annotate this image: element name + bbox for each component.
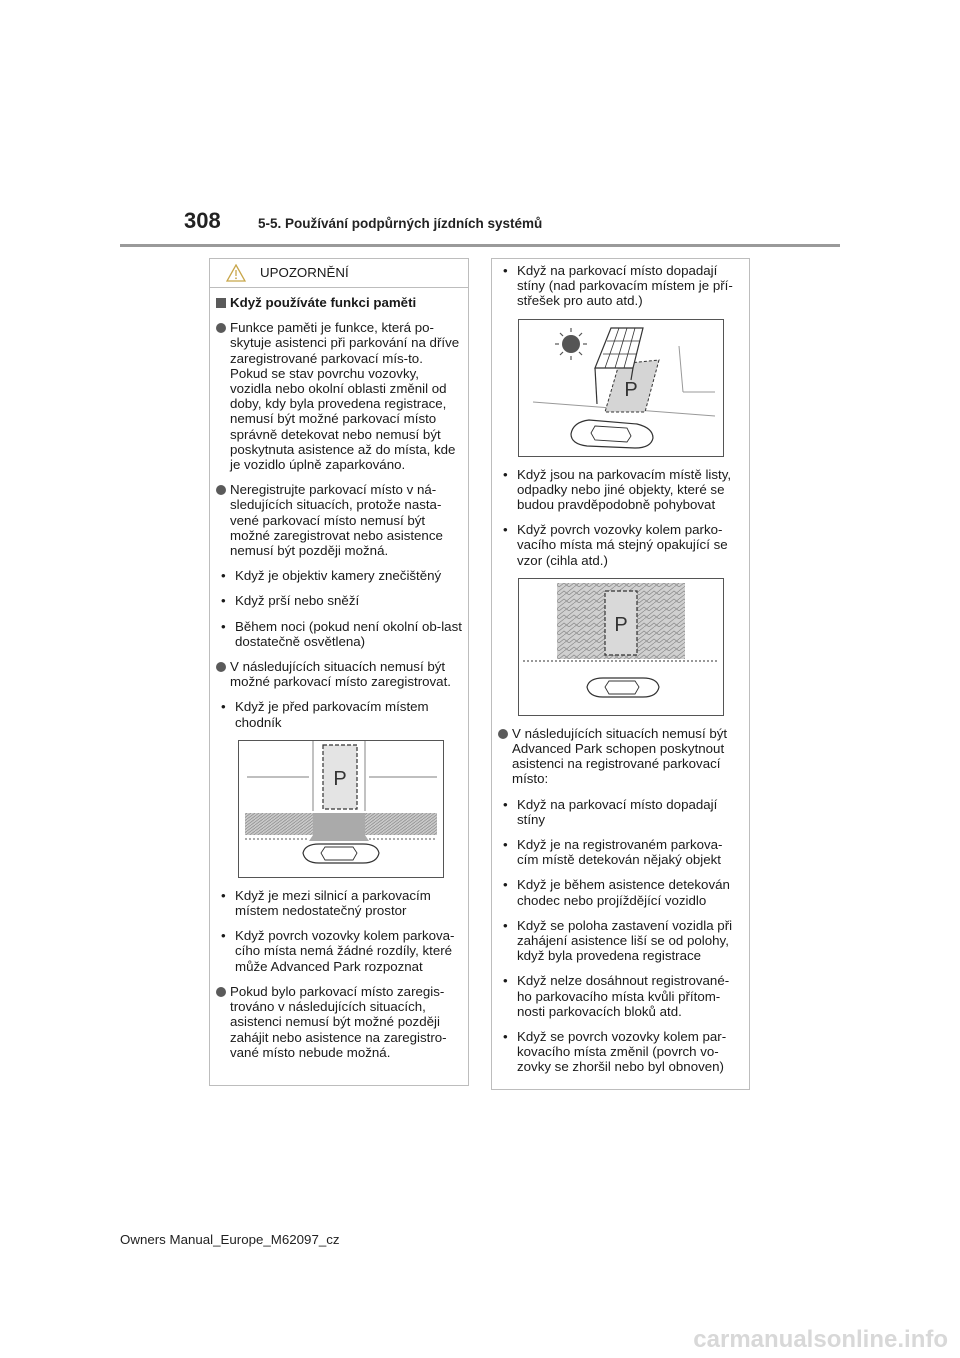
brick-pattern-figure bbox=[518, 578, 724, 716]
warning-header bbox=[210, 259, 468, 288]
circle-bullet-icon bbox=[216, 987, 226, 997]
list-item: • Během noci (pokud není okolní ob-last dostatečně osvětlena) bbox=[221, 618, 462, 649]
list-item: V následujících situacích nemusí být možné parkovací místo zaregistrovat. bbox=[216, 659, 462, 689]
list-item: • Když na parkovací místo dopadají stíny (nad parkovacím místem je pří-střešek pro auto atd.) bbox=[503, 263, 733, 309]
carport-shadow-figure bbox=[518, 319, 724, 457]
footer-text: Owners Manual_Europe_M62097_cz bbox=[120, 1232, 340, 1247]
parking-spot-label: P bbox=[624, 378, 638, 401]
list-item: • Když prší nebo sněží bbox=[221, 593, 360, 609]
circle-bullet-icon bbox=[498, 729, 508, 739]
memory-function-heading: Když používáte funkci paměti bbox=[216, 295, 462, 310]
warning-label: UPOZORNĚNÍ bbox=[260, 265, 349, 281]
list-item: • Když je před parkovacím místem chodník bbox=[221, 699, 429, 730]
warning-triangle-icon bbox=[226, 264, 246, 282]
watermark: carmanualsonline.info bbox=[693, 1326, 948, 1353]
list-item: Neregistrujte parkovací místo v ná-sledujících situacích, protože nasta-vené parkovací místo nemusí být možné zaregistrovat nebo asistence nemusí být později možná. bbox=[216, 482, 462, 558]
list-item: • Když jsou na parkovacím místě listy, odpadky nebo jiné objekty, které se budou pravděpodobně pohybovat bbox=[503, 466, 732, 513]
list-item: • Když nelze dosáhnout registrované-ho parkovacího místa kvůli přítom-nosti parkovacích bloků atd. bbox=[503, 973, 730, 1019]
list-item: • Když povrch vozovky kolem parko-vacího místa má stejný opakující se vzor (cihla atd.) bbox=[503, 522, 728, 568]
header-rule bbox=[120, 244, 840, 247]
car-icon bbox=[571, 420, 653, 448]
list-item: • Když je na registrovaném parkova-cím místě detekován nějaký objekt bbox=[503, 837, 723, 868]
list-item: Funkce paměti je funkce, která po-skytuje asistenci při parkování na dříve zaregistrované parkovací mís-to. Pokud se stav povrchu vozovky, vozidla nebo okolní oblasti změnil od doby, kdy byla provedena registrace, nemusí být možné parkovací místo správně detekovat nebo nemusí být poskytnuta asistence až do místa, kde je vozidlo úplně zaparkováno. bbox=[216, 320, 462, 472]
list-item: • Když na parkovací místo dopadají stíny bbox=[503, 796, 718, 827]
car-icon bbox=[303, 844, 379, 863]
parking-spot-label: P bbox=[614, 613, 628, 636]
section-title: 5-5. Používání podpůrných jízdních systémů bbox=[258, 216, 543, 231]
page-number: 308 bbox=[184, 208, 221, 233]
list-item: • Když je objektiv kamery znečištěný bbox=[221, 568, 442, 584]
circle-bullet-icon bbox=[216, 323, 226, 333]
car-icon bbox=[587, 678, 659, 697]
list-item: • Když je mezi silnicí a parkovacím místem nedostatečný prostor bbox=[221, 887, 431, 919]
square-bullet-icon bbox=[216, 298, 226, 308]
list-item: • Když je během asistence detekován chodec nebo projíždějící vozidlo bbox=[503, 877, 730, 908]
list-item: • Když se povrch vozovky kolem par-kovacího místa změnil (povrch vo-zovky se zhoršil nebo byl obnoven) bbox=[503, 1029, 727, 1075]
list-item: • Když se poloha zastavení vozidla při zahájení asistence liší se od polohy, když byla provedena registrace bbox=[503, 917, 733, 964]
sun-icon bbox=[555, 328, 587, 360]
warning-box-left bbox=[209, 258, 469, 1086]
parking-spot-label: P bbox=[333, 767, 347, 790]
list-item: V následujících situacích nemusí být Advanced Park schopen poskytnout asistenci na registrované parkovací místo: bbox=[498, 726, 743, 787]
circle-bullet-icon bbox=[216, 662, 226, 672]
list-item: Pokud bylo parkovací místo zaregis-trováno v následujících situacích, asistenci nemusí být možné později zahájit nebo asistence na zaregistro-vané místo nebude možná. bbox=[216, 984, 462, 1060]
sidewalk-figure bbox=[238, 740, 444, 878]
list-item: • Když povrch vozovky kolem parkova-cího místa nemá žádné rozdíly, které může Advanced Park rozpoznat bbox=[221, 928, 455, 974]
circle-bullet-icon bbox=[216, 485, 226, 495]
warning-box-right bbox=[491, 258, 750, 1090]
